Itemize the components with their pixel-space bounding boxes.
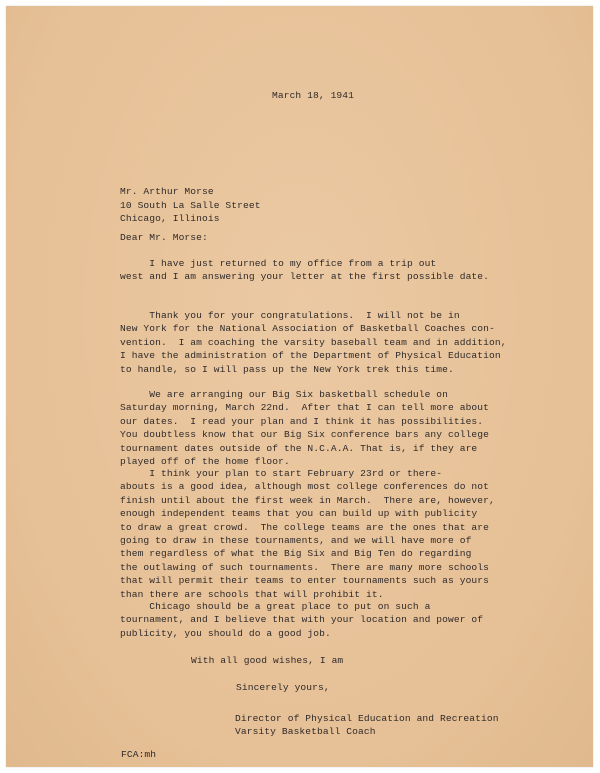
paragraph-line: New York for the National Association of Basketball Coaches con-: [120, 323, 495, 335]
paragraph-line: abouts is a good idea, although most college conferences do not: [120, 481, 490, 493]
paragraph-line: vention. I am coaching the varsity baseball team and in addition,: [120, 336, 507, 348]
complimentary-close: Sincerely yours,: [236, 682, 330, 693]
paragraph-line: than there are schools that will prohibit it.: [120, 588, 384, 600]
recipient-city: Chicago, Illinois: [120, 213, 220, 224]
signature-block: [235, 713, 499, 738]
paragraph-5: [120, 600, 483, 640]
closing-line: With all good wishes, I am: [191, 655, 344, 666]
paragraph-line: tournament, and I believe that with your location and power of: [120, 614, 484, 626]
paragraph-line: I think your plan to start February 23rd or there-: [120, 468, 443, 479]
paragraph-1: [120, 257, 489, 284]
paragraph-line: played off of the home floor.: [120, 456, 290, 468]
letter-page: [6, 6, 593, 767]
paragraph-line: Chicago should be a great place to put on such a: [120, 601, 431, 612]
paragraph-line: the outlawing of such tournaments. There are many more schools: [120, 561, 490, 573]
paragraph-line: going to draw in these tournaments, and we will have more of: [120, 535, 472, 547]
paragraph-line: Thank you for your congratulations. I will not be in: [120, 310, 460, 321]
paragraph-2: [120, 309, 507, 376]
recipient-street: 10 South La Salle Street: [120, 199, 261, 211]
paragraph-4: [120, 467, 495, 601]
paragraph-line: tournament dates outside of the N.C.A.A. That is, if they are: [120, 442, 478, 454]
paragraph-line: I have the administration of the Department of Physical Education: [120, 350, 501, 362]
paragraph-line: We are arranging our Big Six basketball schedule on: [120, 389, 449, 400]
paragraph-line: to draw a great crowd. The college teams are the ones that are: [120, 521, 490, 533]
signature-title: Varsity Basketball Coach: [235, 725, 376, 737]
salutation: Dear Mr. Morse:: [120, 232, 208, 243]
recipient-name: Mr. Arthur Morse: [120, 186, 214, 197]
signature-title: Director of Physical Education and Recreation: [235, 713, 499, 724]
typist-initials: FCA:mh: [121, 749, 157, 760]
paragraph-line: west and I am answering your letter at the first possible date.: [120, 271, 490, 283]
paragraph-3: [120, 388, 489, 468]
paragraph-line: finish until about the first week in March. There are, however,: [120, 494, 495, 506]
paragraph-line: publicity, you should do a good job.: [120, 627, 331, 639]
recipient-address: [120, 185, 261, 226]
paragraph-line: that will permit their teams to enter tournaments such as yours: [120, 575, 490, 587]
letter-date: March 18, 1941: [272, 90, 355, 101]
paragraph-line: enough independent teams that you can build up with publicity: [120, 508, 478, 520]
paragraph-line: our dates. I read your plan and I think it has possibilities.: [120, 415, 484, 427]
paragraph-line: You doubtless know that our Big Six conference bars any college: [120, 429, 490, 441]
paragraph-line: them regardless of what the Big Six and Big Ten do regarding: [120, 548, 472, 560]
paragraph-line: Saturday morning, March 22nd. After that I can tell more about: [120, 402, 490, 414]
paragraph-line: I have just returned to my office from a trip out: [120, 258, 437, 269]
paragraph-line: to handle, so I will pass up the New York trek this time.: [120, 363, 454, 375]
